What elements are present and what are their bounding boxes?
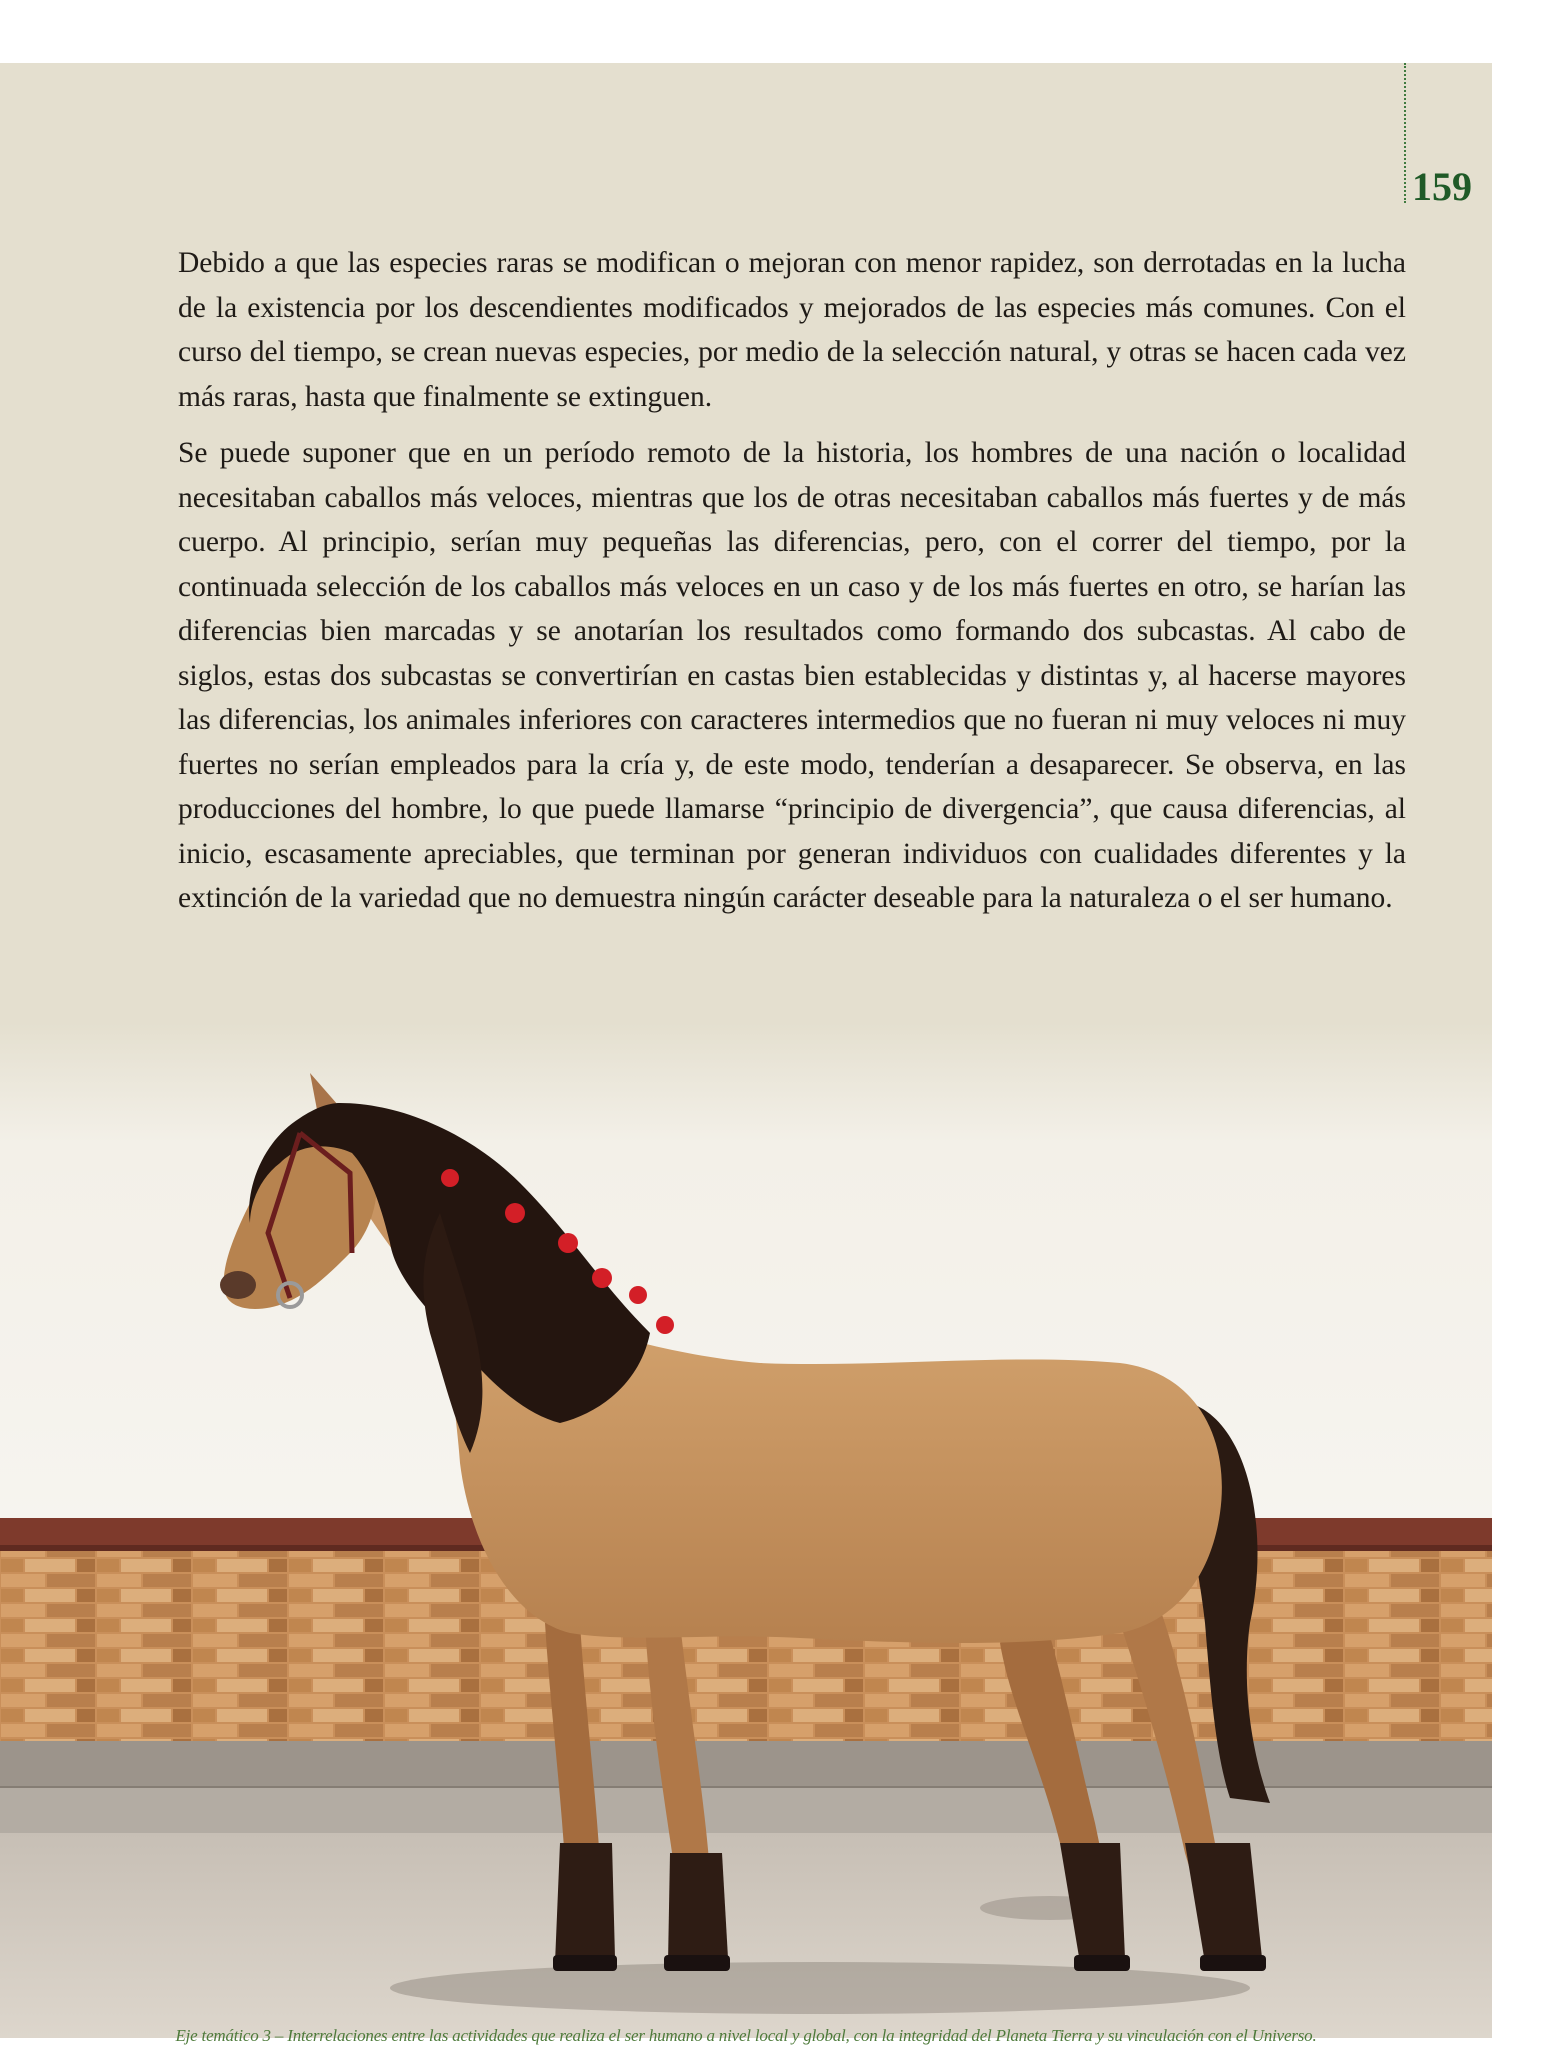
page-panel	[0, 63, 1492, 2045]
paragraph-1: Debido a que las especies raras se modifican o mejoran con menor rapidez, son derrotadas en la lucha de la existencia por los descendientes modificados y mejorados de las especies más comunes. Con el curso del tiempo, se crean nuevas especies, por medio de la selección natural, y otras se hacen cada vez más raras, hasta que finalmente se extinguen.	[178, 247, 1406, 413]
horse-photo	[0, 1063, 1492, 2038]
page-number: 159	[1412, 164, 1472, 209]
body-text	[178, 241, 1406, 933]
margin-rule	[1404, 63, 1406, 203]
footer-caption: Eje temático 3 – Interrelaciones entre las actividades que realiza el ser humano a nivel local y global, con la integridad del Planeta Tierra y su vinculación con el Universo.	[175, 2026, 1317, 2045]
paragraph-2: Se puede suponer que en un período remoto de la historia, los hombres de una nación o localidad necesitaban caballos más veloces, mientras que los de otras necesitaban caballos más fuertes y de más cuerpo. Al principio, serían muy pequeñas las diferencias, pero, con el correr del tiempo, por la continuada selección de los caballos más veloces en un caso y de los más fuertes en otro, se harían las diferencias bien marcadas y se anotarían los resultados como formando dos subcastas. Al cabo de siglos, estas dos subcastas se convertirían en castas bien establecidas y distintas y, al hacerse mayores las diferencias, los animales inferiores con caracteres intermedios que no fueran ni muy veloces ni muy fuertes no serían empleados para la cría y, de este modo, tenderían a desaparecer. Se observa, en las producciones del hombre, lo que puede llamarse “principio de divergencia”, que causa diferencias, al inicio, escasamente apreciables, que terminan por generan individuos con cualidades diferentes y la extinción de la variedad que no demuestra ningún carácter deseable para la naturaleza o el ser humano.	[178, 437, 1406, 914]
